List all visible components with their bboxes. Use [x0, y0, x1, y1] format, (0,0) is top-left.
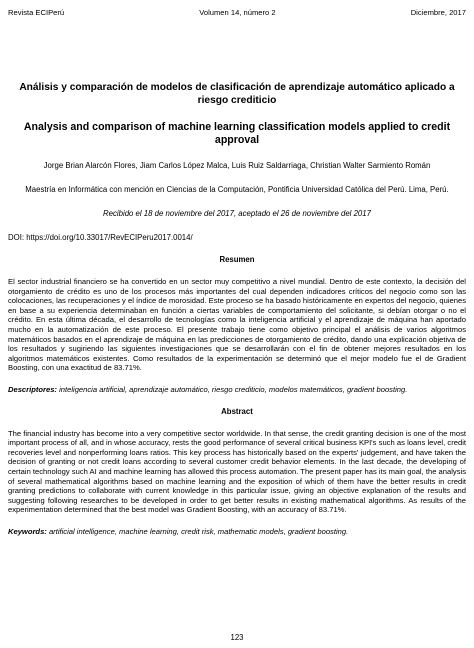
doi-line: DOI: https://doi.org/10.33017/RevECIPeru2017.0014/ [8, 233, 193, 242]
affiliation: Maestría en Informática con mención en Ciencias de la Computación, Pontificia Universidad Católica del Perú. Lima, Perú. [25, 185, 449, 194]
page-number: 123 [230, 633, 244, 642]
title-spanish: Análisis y comparación de modelos de clasificación de aprendizaje automático aplicado a riesgo crediticio [19, 82, 455, 106]
running-header [8, 8, 466, 18]
descriptores-label: Descriptores: [8, 384, 57, 394]
descriptores [8, 385, 466, 395]
descriptores-text: inteligencia artificial, aprendizaje automático, riesgo crediticio, modelos matemáticos, gradient boosting. [59, 384, 408, 394]
abstract-text: The financial industry has become into a very competitive sector worldwide. In that sense, the credit granting decision is one of the most important process of all, and in whose accuracy, rests the good performance of several critical business KPI's such as loans level, credit recoveries level and nonperforming loans ratios. This key process has historically based on the experts' judgement, and have taken the decision of granting or not credit loans according to several customer credit behavior elements. In the last decade, the developing of certain technology such AI and machine learning has allowed this process automation. The present paper has its main goal, the analysis of several mathematical algorithms based on machine learning and the exposition of which of them have the better results in credit granting predictions to collaborate with current knowledge in this particular issue, giving an objective explanation of the results and suggesting following researches to be developed in order to get better results in existing mathematical algorithms. As results of the experimentation determined that the best model was Gradient Boosting, with an accuracy of 83.71%. [8, 428, 466, 515]
author-list: Jorge Brian Alarcón Flores, Jiam Carlos López Malca, Luis Ruiz Saldarriaga, Christian Walter Sarmiento Román [43, 161, 431, 170]
keywords-label: Keywords: [8, 526, 47, 536]
resumen-heading: Resumen [219, 255, 255, 264]
issue-date: Diciembre, 2017 [410, 8, 466, 17]
title-english: Analysis and comparison of machine learning classification models applied to credit approval [23, 121, 451, 146]
volume-info: Volumen 14, número 2 [199, 8, 276, 17]
journal-name: Revista ECIPerú [8, 8, 65, 17]
keywords-text: artificial intelligence, machine learning, credit risk, mathematic models, gradient boosting. [48, 526, 349, 536]
received-accepted-dates: Recibido el 18 de noviembre del 2017, aceptado el 26 de noviembre del 2017 [103, 209, 371, 218]
keywords [8, 527, 466, 537]
abstract-heading: Abstract [221, 406, 253, 416]
resumen-text: El sector industrial financiero se ha convertido en un sector muy competitivo a nivel mundial. Dentro de este contexto, la decisión del otorgamiento de crédito es uno de los procesos más importantes del cual dependen indicadores críticos del negocio como son las colocaciones, las recuperaciones y el índice de morosidad. Este proceso se ha basado históricamente en expertos del negocio, quienes en base a su experiencia determinaban en función a ciertas variables de comportamiento del solicitante, si debían otorgar o no el crédito. En esta última década, el desarrollo de tecnologías como la inteligencia artificial y el aprendizaje de máquina han aportado mucho en la automatización de este proceso. El presente trabajo tiene como objetivo principal el análisis de varios algoritmos matemáticos basados en el aprendizaje de máquina en las predicciones de otorgamiento de crédito, dando una explicación objetiva de los resultados y sugiriendo las siguientes investigaciones que se desarrollarán con el fin de obtener mejores resultados en los algoritmos matemáticos existentes. Como resultados de la experimentación se determinó que el mejor modelo fue el de Gradient Boosting, con una exactitud de 83.71%. [8, 277, 466, 373]
